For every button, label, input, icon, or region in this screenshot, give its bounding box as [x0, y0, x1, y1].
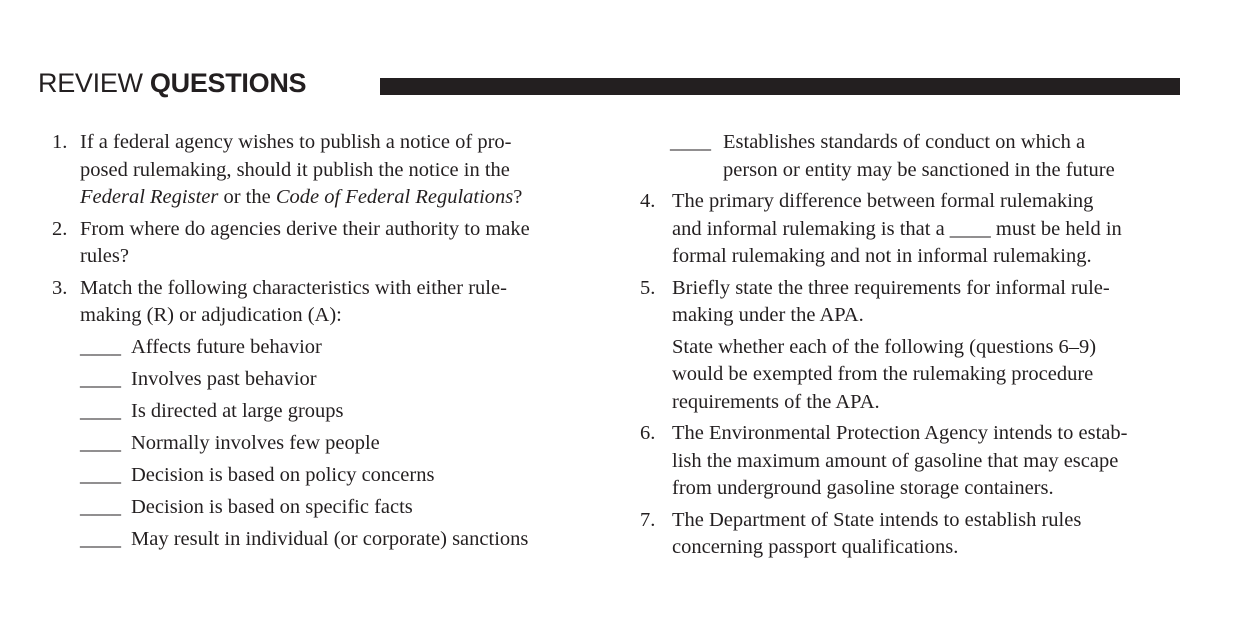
answer-blank: ____ [80, 496, 121, 518]
question-text-line: formal rulemaking and not in informal rulemaking. [672, 245, 1092, 267]
question-text-fragment: or the [218, 186, 276, 208]
heading-rule-bar [380, 78, 1180, 95]
question-text-line: From where do agencies derive their authority to make [80, 217, 530, 240]
question-text-line: making under the APA. [672, 304, 864, 326]
left-column [52, 129, 612, 554]
question-number: 5. [640, 276, 656, 299]
question-text-line: The Environmental Protection Agency intends to estab- [672, 422, 1128, 444]
match-item [52, 334, 612, 362]
answer-blank: ____ [80, 368, 121, 390]
question-text-fragment: ? [513, 186, 523, 208]
match-item-text: Is directed at large groups [131, 400, 344, 422]
question-text-line: and informal rulemaking is that a ____ must be held in [672, 217, 1122, 240]
question-1 [52, 129, 612, 212]
answer-blank: ____ [670, 131, 711, 153]
question-number: 4. [640, 190, 656, 212]
question-text-line: Briefly state the three requirements for informal rule- [672, 276, 1110, 299]
question-3 [52, 275, 612, 330]
question-text-line: rules? [80, 245, 129, 267]
answer-blank: ____ [80, 432, 121, 454]
question-text-line: concerning passport qualifications. [672, 536, 959, 558]
question-text-line: The Department of State intends to establish rules [672, 508, 1082, 531]
question-text-line: lish the maximum amount of gasoline that may escape [672, 449, 1119, 472]
match-item-text: Normally involves few people [131, 432, 380, 454]
match-item-text: Establishes standards of conduct on which a [723, 131, 1086, 153]
answer-blank: ____ [80, 464, 121, 486]
question-number: 7. [640, 508, 656, 531]
match-item [52, 430, 612, 458]
section-heading-bold: QUESTIONS [149, 68, 307, 98]
match-item [52, 494, 612, 522]
instruction-text-line: requirements of the APA. [672, 390, 880, 413]
question-text-line: Match the following characteristics with either rule- [80, 276, 507, 299]
question-number: 6. [640, 422, 656, 444]
federal-register-title: Federal Register [80, 186, 219, 208]
match-item [52, 526, 612, 554]
question-text-line: The primary difference between formal rulemaking [672, 190, 1094, 212]
question-text-line [80, 184, 612, 212]
question-7 [640, 507, 1200, 562]
section-heading-light: REVIEW [38, 68, 150, 98]
instruction-text-line: would be exempted from the rulemaking procedure [672, 363, 1094, 385]
match-item [52, 398, 612, 426]
question-5 [640, 275, 1200, 330]
match-item [52, 366, 612, 394]
right-column [640, 129, 1200, 566]
instruction-text-line: State whether each of the following (questions 6–9) [672, 335, 1097, 358]
section-heading [38, 68, 306, 99]
question-number: 1. [52, 131, 68, 153]
question-4 [640, 188, 1200, 271]
question-number: 3. [52, 276, 68, 299]
match-item-text: May result in individual (or corporate) sanctions [131, 528, 529, 550]
question-text-line: posed rulemaking, should it publish the notice in the [80, 158, 510, 181]
answer-blank: ____ [80, 336, 121, 358]
match-item-text: Involves past behavior [131, 368, 317, 390]
match-item-continued [640, 129, 1200, 184]
question-6 [640, 420, 1200, 503]
question-text-line: If a federal agency wishes to publish a notice of pro- [80, 131, 512, 153]
instruction-paragraph [640, 334, 1200, 417]
cfr-title: Code of Federal Regulations [275, 186, 514, 208]
answer-blank: ____ [80, 528, 121, 550]
question-text-line: making (R) or adjudication (A): [80, 304, 342, 326]
match-item-text: person or entity may be sanctioned in the future [723, 158, 1115, 181]
question-text-line: from underground gasoline storage containers. [672, 477, 1054, 499]
answer-blank: ____ [80, 400, 121, 422]
match-item [52, 462, 612, 490]
match-item-text: Affects future behavior [131, 336, 322, 358]
match-item-text: Decision is based on policy concerns [131, 464, 435, 486]
question-2 [52, 216, 612, 271]
match-item-text: Decision is based on specific facts [131, 496, 413, 518]
question-number: 2. [52, 217, 68, 240]
